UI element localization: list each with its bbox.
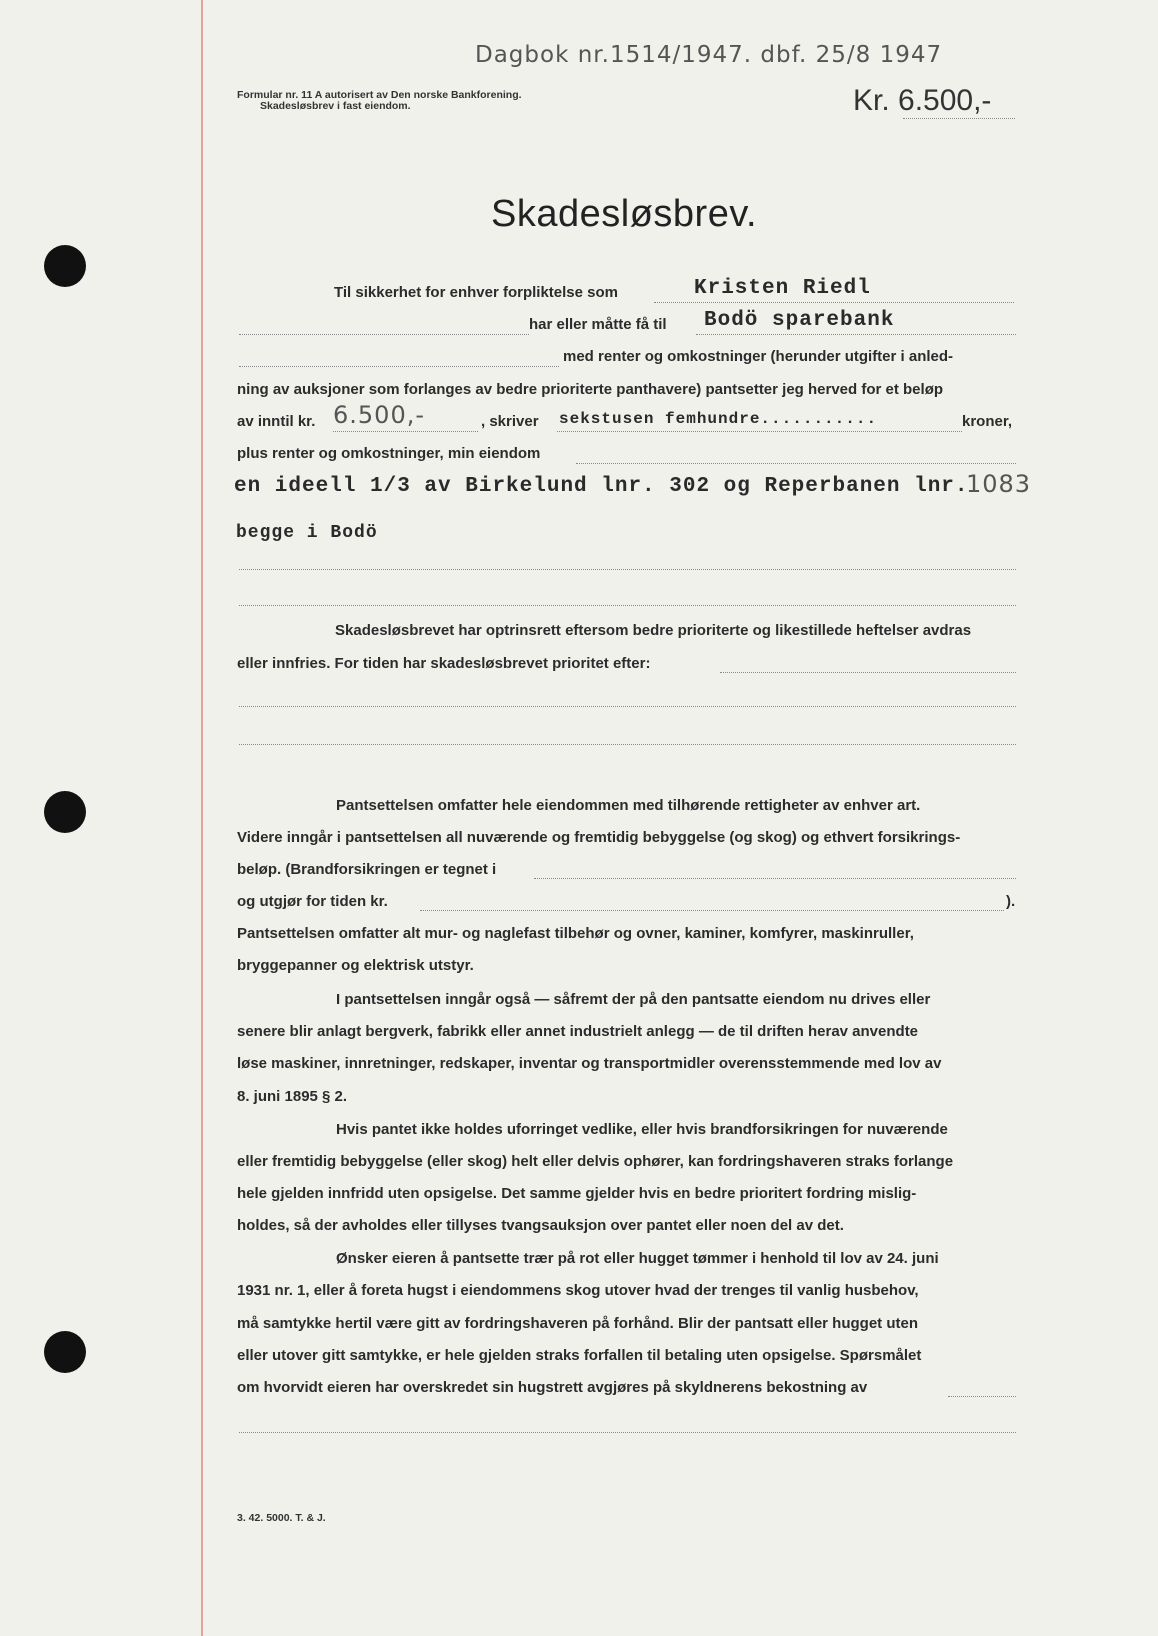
print-code: 3. 42. 5000. T. & J. — [237, 1512, 326, 1524]
amount-underline — [903, 118, 1015, 119]
p2-line-3: løse maskiner, innretninger, redskaper, inventar og transportmidler overensstemmende med lov av — [237, 1055, 942, 1072]
journal-entry: Dagbok nr.1514/1947. dbf. 25/8 1947 — [475, 42, 943, 68]
amount-mid: , skriver — [481, 413, 539, 430]
p4-line-2: 1931 nr. 1, eller å foreta hugst i eiendommens skog utover hvad der trenges til vanlig husbehov, — [237, 1282, 919, 1299]
bank-name: Bodö sparebank — [704, 309, 895, 332]
bank-intro: har eller måtte få til — [529, 316, 667, 333]
amount-suffix: kroner, — [962, 413, 1013, 430]
p4-line-5: om hvorvidt eieren har overskredet sin hugstrett avgjøres på skyldnerens bekostning av — [237, 1379, 868, 1396]
property-line-1: en ideell 1/3 av Birkelund lnr. 302 og Reperbanen lnr. — [234, 475, 969, 498]
property-intro: plus renter og omkostninger, min eiendom — [237, 445, 541, 462]
punch-hole-middle — [44, 791, 86, 833]
amount-words-line — [557, 431, 962, 432]
p1-line-6: bryggepanner og elektrisk utstyr. — [237, 957, 474, 974]
debtor-name: Kristen Riedl — [694, 277, 871, 300]
property-intro-line — [576, 463, 1016, 464]
creditor-intro: Til sikkerhet for enhver forpliktelse som — [334, 284, 618, 301]
p3-line-4: holdes, så der avholdes eller tillyses tvangsauksjon over pantet eller noen del av det. — [237, 1217, 844, 1234]
p1-line-3: beløp. (Brandforsikringen er tegnet i — [237, 861, 497, 878]
property-lnr-2: 1083 — [966, 470, 1032, 498]
p3-line-1: Hvis pantet ikke holdes uforringet vedlike, eller hvis brandforsikringen for nuværende — [336, 1121, 948, 1138]
p2-line-4: 8. juni 1895 § 2. — [237, 1088, 348, 1105]
document-title: Skadesløsbrev. — [491, 193, 758, 235]
text-line-4: ning av auksjoner som forlanges av bedre prioriterte panthavere) pantsetter jeg herved for et beløp — [237, 381, 944, 398]
p1-close: ). — [1006, 893, 1016, 910]
p1-line-4: og utgjør for tiden kr. — [237, 893, 388, 910]
property-line-2: begge i Bodö — [236, 523, 378, 543]
blank-line — [239, 366, 559, 367]
blank-line — [239, 1432, 1016, 1433]
text-line-3: med renter og omkostninger (herunder utgifter i anled- — [563, 348, 954, 365]
bank-line — [696, 334, 1016, 335]
amount-words: sekstusen femhundre........... — [559, 410, 878, 428]
p3-line-2: eller fremtidig bebyggelse (eller skog) helt eller delvis ophører, kan fordringshaveren straks forlange — [237, 1153, 954, 1170]
assessor-line — [948, 1396, 1016, 1397]
p3-line-3: hele gjelden innfridd uten opsigelse. Det samme gjelder hvis en bedre prioritert fordring mislig- — [237, 1185, 917, 1202]
p2-line-1: I pantsettelsen inngår også — såfremt der på den pantsatte eiendom nu drives eller — [336, 991, 931, 1008]
priority-line-1: Skadesløsbrevet har optrinsrett eftersom bedre prioriterte og likestillede heftelser avdras — [335, 622, 972, 639]
blank-line — [239, 334, 529, 335]
priority-line — [720, 672, 1016, 673]
blank-line — [239, 569, 1016, 570]
insurance-line — [534, 878, 1016, 879]
p4-line-4: eller utover gitt samtykke, er hele gjelden straks forfallen til betaling uten opsigelse. Spørsmålet — [237, 1347, 922, 1364]
p4-line-3: må samtykke hertil være gitt av fordringshaveren på forhånd. Blir der pantsatt eller hugget uten — [237, 1315, 918, 1332]
blank-line — [239, 706, 1016, 707]
p4-line-1: Ønsker eieren å pantsette trær på rot eller hugget tømmer i henhold til lov av 24. juni — [336, 1250, 939, 1267]
insurance-amount-line — [420, 910, 1004, 911]
blank-line — [239, 744, 1016, 745]
amount-value-line — [333, 431, 478, 432]
priority-line-2: eller innfries. For tiden har skadesløsbrevet prioritet efter: — [237, 655, 651, 672]
margin-rule — [201, 0, 203, 1636]
p2-line-2: senere blir anlagt bergverk, fabrikk eller annet industrielt anlegg — de til driften herav anvendte — [237, 1023, 919, 1040]
debtor-line — [654, 302, 1014, 303]
p1-line-2: Videre inngår i pantsettelsen all nuværende og fremtidig bebyggelse (og skog) og ethvert forsikrings- — [237, 829, 961, 846]
form-line-2: Skadesløsbrev i fast eiendom. — [260, 100, 411, 112]
blank-line — [239, 605, 1016, 606]
punch-hole-top — [44, 245, 86, 287]
p1-line-1: Pantsettelsen omfatter hele eiendommen med tilhørende rettigheter av enhver art. — [336, 797, 921, 814]
amount-value: 6.500,- — [333, 401, 425, 429]
form-line-1: Formular nr. 11 A autorisert av Den norske Bankforening. — [237, 89, 522, 101]
amount-header: Kr. 6.500,- — [853, 84, 992, 117]
amount-prefix: av inntil kr. — [237, 413, 316, 430]
p1-line-5: Pantsettelsen omfatter alt mur- og naglefast tilbehør og ovner, kaminer, komfyrer, maskinruller, — [237, 925, 914, 942]
punch-hole-bottom — [44, 1331, 86, 1373]
